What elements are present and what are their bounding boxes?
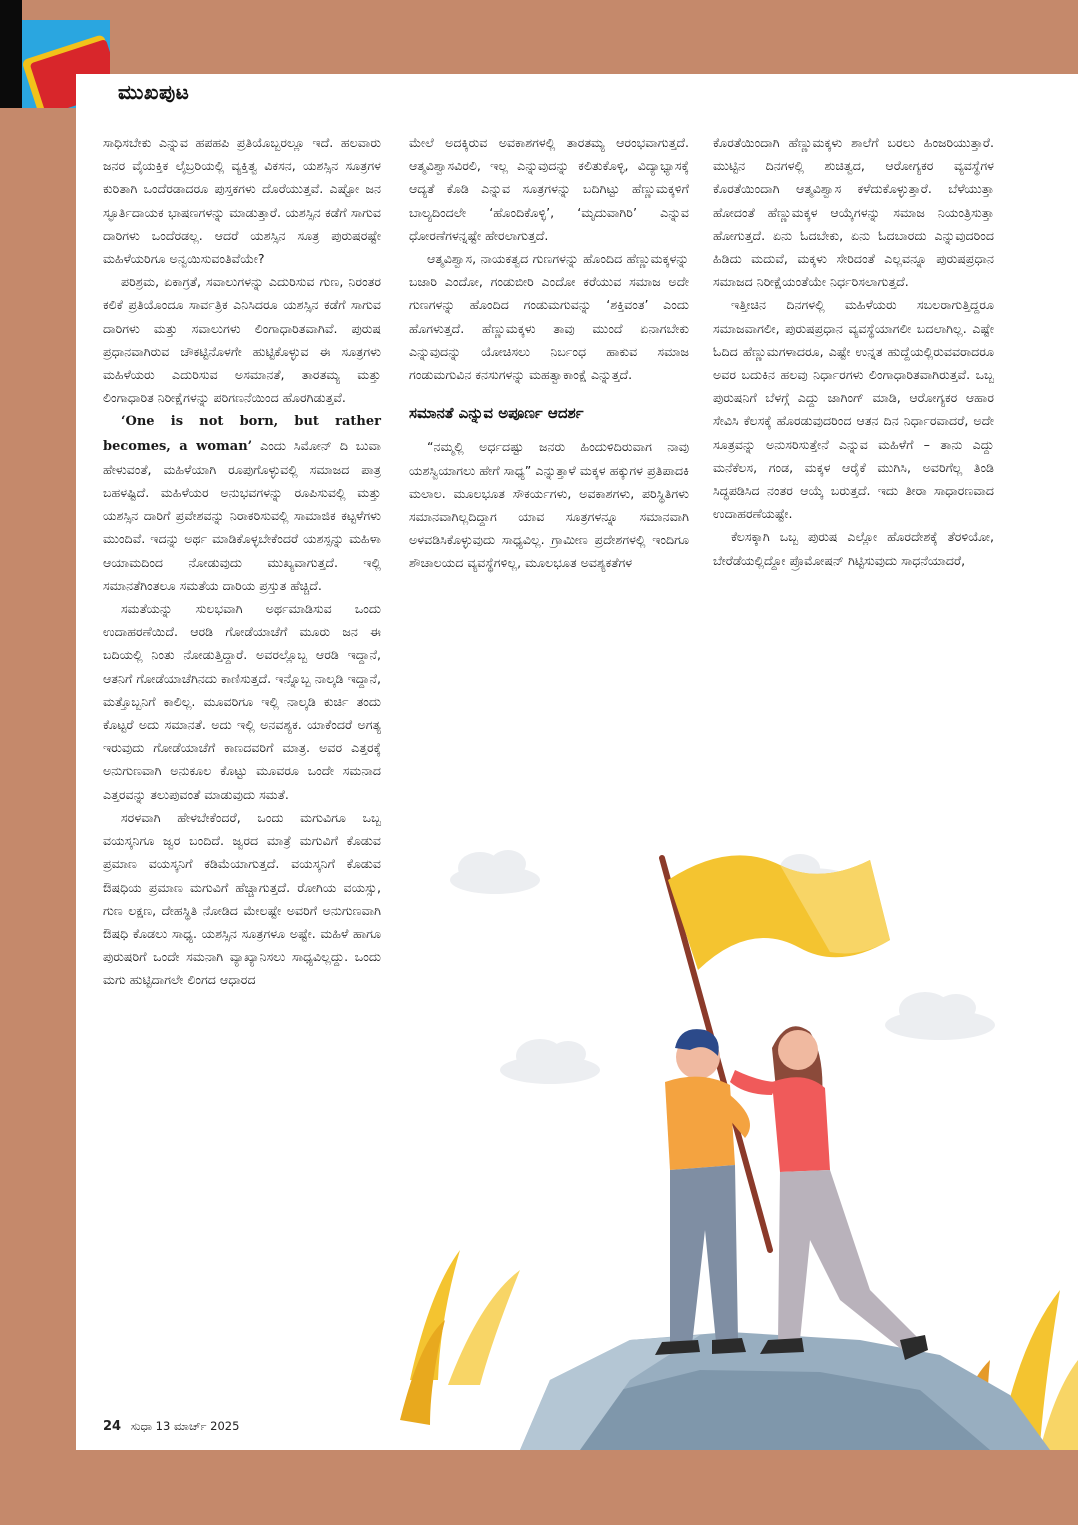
page-number: 24	[103, 1419, 122, 1434]
article-column-2	[409, 131, 689, 575]
article-column-3	[713, 131, 994, 572]
paragraph-text: ಎಂದು ಸಿಮೋನ್ ದಿ ಬುವಾ ಹೇಳುವಂತೆ, ಮಹಿಳೆಯಾಗಿ ರೂಪುಗೊಳ್ಳುವಲ್ಲಿ ಸಮಾಜದ ಪಾತ್ರ ಬಹಳಷ್ಟಿದೆ. ಮಹಿಳೆಯರ ಅನುಭವಗಳನ್ನು ರೂಪಿಸುವಲ್ಲಿ ಮತ್ತು ಯಶಸ್ಸಿನ ದಾರಿಗೆ ಪ್ರವೇಶವನ್ನು ನಿರಾಕರಿಸುವಲ್ಲಿ ಸಾಮಾಜಿಕ ಕಟ್ಟಳೆಗಳು ಮುಂದಿವೆ. ಇದನ್ನು ಅರ್ಥ ಮಾಡಿಕೊಳ್ಳಬೇಕೆಂದರೆ ಯಶಸ್ಸನ್ನು ಮಹಿಳಾ ಆಯಾಮದಿಂದ ನೋಡುವುದು ಮುಖ್ಯವಾಗುತ್ತದೆ. ಇಲ್ಲಿ ಸಮಾನತೆಗಿಂತಲೂ ಸಮತೆಯ ದಾರಿಯ ಪ್ರಸ್ತುತ ಹೆಚ್ಚಿದೆ.	[103, 437, 381, 593]
english-quote: ‘One is not born, but rather becomes, a woman’	[103, 414, 381, 454]
issue-info: ಸುಧಾ 13 ಮಾರ್ಚ್ 2025	[130, 1419, 240, 1433]
paragraph: ಮೇಲೆ ಅದಕ್ಕಿರುವ ಅವಕಾಶಗಳಲ್ಲಿ ತಾರತಮ್ಯ ಆರಂಭವಾಗುತ್ತದೆ. ಆತ್ಮವಿಶ್ವಾಸವಿರಲಿ, ಇಲ್ಲ ಎನ್ನುವುದನ್ನು ಕಲಿತುಕೊಳ್ಳಿ, ವಿದ್ಯಾಭ್ಯಾಸಕ್ಕೆ ಆದ್ಯತೆ ಕೊಡಿ ಎನ್ನುವ ಸೂತ್ರಗಳನ್ನು ಬದಿಗಿಟ್ಟು ಹೆಣ್ಣುಮಕ್ಕಳಿಗೆ ಬಾಲ್ಯದಿಂದಲೇ ‘ಹೊಂದಿಕೊಳ್ಳಿ’, ‘ಮೃದುವಾಗಿರಿ’ ಎನ್ನುವ ಧೋರಣೆಗಳನ್ನಷ್ಟೇ ಹೇರಲಾಗುತ್ತದೆ.	[409, 135, 689, 243]
paragraph: ಸರಳವಾಗಿ ಹೇಳಬೇಕೆಂದರೆ, ಒಂದು ಮಗುವಿಗೂ ಒಬ್ಬ ವಯಸ್ಕನಿಗೂ ಜ್ವರ ಬಂದಿದೆ. ಜ್ವರದ ಮಾತ್ರೆ ಮಗುವಿಗೆ ಕೊಡುವ ಪ್ರಮಾಣ ವಯಸ್ಕನಿಗೆ ಕಡಿಮೆಯಾಗುತ್ತದೆ. ವಯಸ್ಕನಿಗೆ ಕೊಡುವ ಔಷಧಿಯ ಪ್ರಮಾಣ ಮಗುವಿಗೆ ಹೆಚ್ಚಾಗುತ್ತದೆ. ರೋಗಿಯ ವಯಸ್ಸು, ಗುಣ ಲಕ್ಷಣ, ದೇಹಸ್ಥಿತಿ ನೋಡಿದ ಮೇಲಷ್ಟೇ ಅವರಿಗೆ ಅನುಗುಣವಾಗಿ ಔಷಧಿ ಕೊಡಲು ಸಾಧ್ಯ. ಯಶಸ್ಸಿನ ಸೂತ್ರಗಳೂ ಅಷ್ಟೇ. ಮಹಿಳೆ ಹಾಗೂ ಪುರುಷರಿಗೆ ಒಂದೇ ಸಮನಾಗಿ ವ್ಯಾಖ್ಯಾನಿಸಲು ಸಾಧ್ಯವಿಲ್ಲದ್ದು. ಒಂದು ಮಗು ಹುಟ್ಟಿದಾಗಲೇ ಲಿಂಗದ ಆಧಾರದ	[103, 809, 381, 988]
paragraph: ಇತ್ತೀಚಿನ ದಿನಗಳಲ್ಲಿ ಮಹಿಳೆಯರು ಸಬಲರಾಗುತ್ತಿದ್ದರೂ ಸಮಾಜವಾಗಲೀ, ಪುರುಷಪ್ರಧಾನ ವ್ಯವಸ್ಥೆಯಾಗಲೀ ಬದಲಾಗಿಲ್ಲ. ಎಷ್ಟೇ ಓದಿದ ಹೆಣ್ಣುಮಗಳಾದರೂ, ಎಷ್ಟೇ ಉನ್ನತ ಹುದ್ದೆಯಲ್ಲಿರುವವರಾದರೂ ಅವರ ಬದುಕಿನ ಹಲವು ನಿರ್ಧಾರಗಳು ಲಿಂಗಾಧಾರಿತವಾಗಿರುತ್ತವೆ. ಒಬ್ಬ ಪುರುಷನಿಗೆ ಬೆಳಗ್ಗೆ ಎದ್ದು ಜಾಗಿಂಗ್ ಮಾಡಿ, ಆರೋಗ್ಯಕರ ಆಹಾರ ಸೇವಿಸಿ ಕೆಲಸಕ್ಕೆ ಹೊರಡುವುದರಿಂದ ಆತನ ದಿನ ನಿರ್ಧಾರವಾದರೆ, ಅದೇ ಸೂತ್ರವನ್ನು ಅನುಸರಿಸುತ್ತೇನೆ ಎನ್ನುವ ಮಹಿಳೆಗೆ – ತಾನು ಎದ್ದು ಮನೆಕೆಲಸ, ಗಂಡ, ಮಕ್ಕಳ ಆರೈಕೆ ಮುಗಿಸಿ, ಅವರಿಗೆಲ್ಲ ತಿಂಡಿ ಸಿದ್ಧಪಡಿಸಿದ ನಂತರ ಆಯ್ಕೆ ಬರುತ್ತದೆ. ಇದು ತೀರಾ ಸಾಧಾರಣವಾದ ಉದಾಹರಣೆಯಷ್ಟೇ.	[713, 297, 994, 522]
section-label: ಮುಖಪುಟ	[118, 80, 190, 104]
subheading: ಸಮಾನತೆ ಎನ್ನುವ ಅಪೂರ್ಣ ಆದರ್ಶ	[409, 404, 584, 423]
cloud-icon	[450, 850, 540, 894]
page-footer	[103, 1419, 239, 1434]
paragraph: ಸಮತೆಯನ್ನು ಸುಲಭವಾಗಿ ಅರ್ಥಮಾಡಿಸುವ ಒಂದು ಉದಾಹರಣೆಯಿದೆ. ಆರಡಿ ಗೋಡೆಯಾಚೆಗೆ ಮೂರು ಜನ ಈ ಬದಿಯಲ್ಲಿ ನಿಂತು ನೋಡುತ್ತಿದ್ದಾರೆ. ಅವರಲ್ಲೊಬ್ಬ ಆರಡಿ ಇದ್ದಾನೆ, ಆತನಿಗೆ ಗೋಡೆಯಾಚೆಗಿನದು ಕಾಣಿಸುತ್ತದೆ. ಇನ್ನೊಬ್ಬ ನಾಲ್ಕಡಿ ಇದ್ದಾನೆ, ಮತ್ತೊಬ್ಬನಿಗೆ ಕಾಲಿಲ್ಲ. ಮೂವರಿಗೂ ಇಲ್ಲಿ ನಾಲ್ಕಡಿ ಕುರ್ಚಿ ತಂದು ಕೊಟ್ಟರೆ ಅದು ಸಮಾನತೆ. ಅದು ಇಲ್ಲಿ ಅನವಶ್ಯಕ. ಯಾಕೆಂದರೆ ಅಗತ್ಯ ಇರುವುದು ಗೋಡೆಯಾಚೆಗೆ ಕಾಣದವರಿಗೆ ಮಾತ್ರ. ಅವರ ಎತ್ತರಕ್ಕೆ ಅನುಗುಣವಾಗಿ ಅನುಕೂಲ ಕೊಟ್ಟು ಮೂವರೂ ಒಂದೇ ಸಮನಾದ ಎತ್ತರವನ್ನು ತಲುಪುವಂತೆ ಮಾಡುವುದು ಸಮತೆ.	[103, 601, 381, 802]
plant-icon	[400, 1250, 520, 1425]
paragraph-quote	[103, 409, 381, 597]
paragraph: ಕೊರತೆಯಿಂದಾಗಿ ಹೆಣ್ಣುಮಕ್ಕಳು ಶಾಲೆಗೆ ಬರಲು ಹಿಂಜರಿಯುತ್ತಾರೆ. ಮುಟ್ಟಿನ ದಿನಗಳಲ್ಲಿ ಶುಚಿತ್ವದ, ಆರೋಗ್ಯಕರ ವ್ಯವಸ್ಥೆಗಳ ಕೊರತೆಯಿಂದಾಗಿ ಆತ್ಮವಿಶ್ವಾಸ ಕಳೆದುಕೊಳ್ಳುತ್ತಾರೆ. ಬೆಳೆಯುತ್ತಾ ಹೋದಂತೆ ಹೆಣ್ಣುಮಕ್ಕಳ ಆಯ್ಕೆಗಳನ್ನು ಸಮಾಜ ನಿಯಂತ್ರಿಸುತ್ತಾ ಹೋಗುತ್ತದೆ. ಏನು ಓದಬೇಕು, ಏನು ಓದಬಾರದು ಎನ್ನುವುದರಿಂದ ಹಿಡಿದು ಮದುವೆ, ಮಕ್ಕಳು ಸೇರಿದಂತೆ ಎಲ್ಲವನ್ನೂ ಪುರುಷಪ್ರಧಾನ ಸಮಾಜದ ನಿರೀಕ್ಷೆಯಂತೆಯೇ ನಿರ್ಧರಿಸಲಾಗುತ್ತದೆ.	[713, 135, 994, 290]
paragraph: ಸಾಧಿಸಬೇಕು ಎನ್ನುವ ಹಪಹಪಿ ಪ್ರತಿಯೊಬ್ಬರಲ್ಲೂ ಇದೆ. ಹಲವಾರು ಜನರ ವೈಯಕ್ತಿಕ ಲೈಬ್ರರಿಯಲ್ಲಿ ವ್ಯಕ್ತಿತ್ವ ವಿಕಸನ, ಯಶಸ್ಸಿನ ಸೂತ್ರಗಳ ಕುರಿತಾಗಿ ಒಂದೆರಡಾದರೂ ಪುಸ್ತಕಗಳು ದೊರೆಯುತ್ತವೆ. ಎಷ್ಟೋ ಜನ ಸ್ಫೂರ್ತಿದಾಯಕ ಭಾಷಣಗಳನ್ನು ಮಾಡುತ್ತಾರೆ. ಯಶಸ್ಸಿನ ಕಡೆಗೆ ಸಾಗುವ ದಾರಿಗಳು ಒಂದೆರಡಲ್ಲ. ಆದರೆ ಯಶಸ್ಸಿನ ಸೂತ್ರ ಪುರುಷರಷ್ಟೇ ಮಹಿಳೆಯರಿಗೂ ಅನ್ವಯಿಸುವಂತಿವೆಯೇ?	[103, 135, 381, 267]
article-column-1	[103, 131, 381, 992]
paragraph: “ನಮ್ಮಲ್ಲಿ ಅರ್ಧದಷ್ಟು ಜನರು ಹಿಂದುಳಿದಿರುವಾಗ ನಾವು ಯಶಸ್ವಿಯಾಗಲು ಹೇಗೆ ಸಾಧ್ಯ” ಎನ್ನುತ್ತಾಳೆ ಮಕ್ಕಳ ಹಕ್ಕುಗಳ ಪ್ರತಿಪಾದಕಿ ಮಲಾಲ. ಮೂಲಭೂತ ಸೌಕರ್ಯಗಳು, ಅವಕಾಶಗಳು, ಪರಿಸ್ಥಿತಿಗಳು ಸಮಾನವಾಗಿಲ್ಲದಿದ್ದಾಗ ಯಾವ ಸೂತ್ರಗಳನ್ನೂ ಸಮಾನವಾಗಿ ಅಳವಡಿಸಿಕೊಳ್ಳುವುದು ಸಾಧ್ಯವಿಲ್ಲ. ಗ್ರಾಮೀಣ ಪ್ರದೇಶಗಳಲ್ಲಿ ಇಂದಿಗೂ ಶೌಚಾಲಯದ ವ್ಯವಸ್ಥೆಗಳಿಲ್ಲ, ಮೂಲಭೂತ ಅವಶ್ಯಕತೆಗಳ	[409, 439, 689, 571]
corner-black-strip	[0, 0, 22, 108]
paragraph: ಕೆಲಸಕ್ಕಾಗಿ ಒಬ್ಬ ಪುರುಷ ಎಲ್ಲೋ ಹೊರದೇಶಕ್ಕೆ ತೆರಳಿಯೋ, ಬೇರೆಡೆಯಲ್ಲಿದ್ದೋ ಪ್ರೊಮೋಷನ್ ಗಿಟ್ಟಿಸುವುದು ಸಾಧನೆಯಾದರೆ,	[713, 529, 994, 568]
paragraph: ಪರಿಶ್ರಮ, ಏಕಾಗ್ರತೆ, ಸವಾಲುಗಳನ್ನು ಎದುರಿಸುವ ಗುಣ, ನಿರಂತರ ಕಲಿಕೆ ಪ್ರತಿಯೊಂದೂ ಸಾರ್ವತ್ರಿಕ ಎನಿಸಿದರೂ ಯಶಸ್ಸಿನ ಕಡೆಗೆ ಸಾಗುವ ದಾರಿಗಳು ಮತ್ತು ಸವಾಲುಗಳು ಲಿಂಗಾಧಾರಿತವಾಗಿವೆ. ಪುರುಷ ಪ್ರಧಾನವಾಗಿರುವ ಚೌಕಟ್ಟಿನೊಳಗೇ ಹುಟ್ಟಿಕೊಳ್ಳುವ ಈ ಸೂತ್ರಗಳು ಮಹಿಳೆಯರು ಎದುರಿಸುವ ಅಸಮಾನತೆ, ತಾರತಮ್ಯ ಮತ್ತು ಲಿಂಗಾಧಾರಿತ ನಿರೀಕ್ಷೆಗಳನ್ನು ಪರಿಗಣನೆಯಿಂದ ಹೊರಗಿಡುತ್ತವೆ.	[103, 274, 381, 406]
cloud-icon	[885, 992, 995, 1040]
cloud-icon	[500, 1039, 600, 1084]
woman-figure	[730, 1026, 928, 1360]
paragraph: ಆತ್ಮವಿಶ್ವಾಸ, ನಾಯಕತ್ವದ ಗುಣಗಳನ್ನು ಹೊಂದಿದ ಹೆಣ್ಣುಮಕ್ಕಳನ್ನು ಬಜಾರಿ ಎಂದೋ, ಗಂಡುಬೀರಿ ಎಂದೋ ಕರೆಯುವ ಸಮಾಜ ಅದೇ ಗುಣಗಳನ್ನು ಹೊಂದಿದ ಗಂಡುಮಗುವನ್ನು ‘ಶಕ್ತಿವಂತ’ ಎಂದು ಹೊಗಳುತ್ತದೆ. ಹೆಣ್ಣುಮಕ್ಕಳು ತಾವು ಮುಂದೆ ಏನಾಗಬೇಕು ಎನ್ನುವುದನ್ನು ಯೋಚಿಸಲು ನಿರ್ಬಂಧ ಹಾಕುವ ಸಮಾಜ ಗಂಡುಮಗುವಿನ ಕನಸುಗಳನ್ನು ಮಹತ್ವಾಕಾಂಕ್ಷೆ ಎನ್ನುತ್ತದೆ.	[409, 251, 689, 383]
flag-illustration	[400, 820, 1078, 1450]
